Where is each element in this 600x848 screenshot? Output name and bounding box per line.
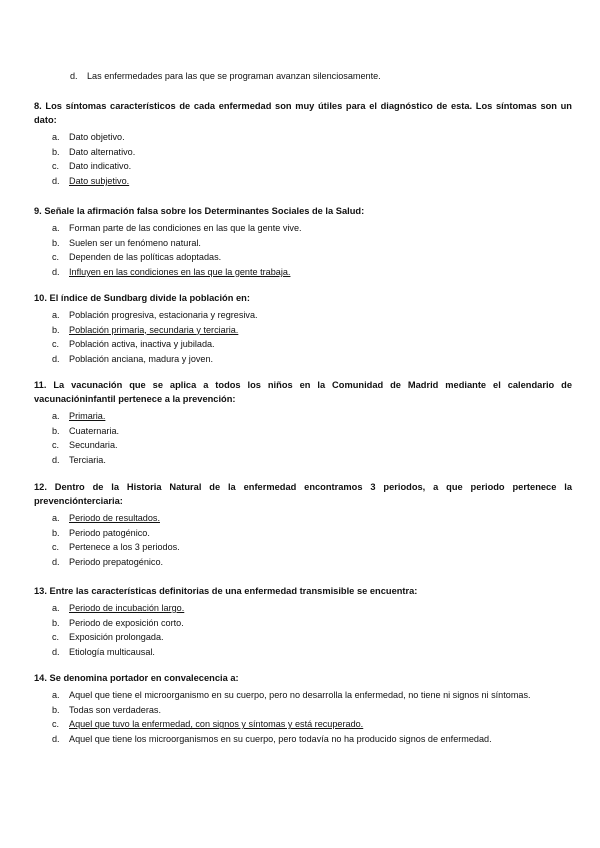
option-letter: d. [52, 266, 60, 277]
option-text: Dependen de las políticas adoptadas. [69, 252, 222, 263]
question-text: 9. Señale la afirmación falsa sobre los Determinantes Sociales de la Salud: [34, 206, 365, 216]
question-11 [34, 378, 572, 467]
option-letter: d. [52, 175, 60, 186]
option-text: Periodo patogénico. [69, 527, 150, 538]
option-letter: c. [52, 339, 60, 350]
option-b [34, 323, 572, 338]
carryover-option [52, 69, 600, 84]
option-letter: a. [52, 513, 60, 523]
question-9 [34, 204, 572, 279]
question-text: 12. Dentro de la Historia Natural de la enfermedad encontramos 3 periodos, a que periodo pertenece la prevenciónterciaria: [34, 482, 572, 506]
option-b [34, 703, 572, 718]
option-a [34, 511, 572, 526]
option-list [34, 409, 572, 467]
option-text: Aquel que tuvo la enfermedad, con signos y síntomas y está recuperado. [69, 719, 364, 730]
option-b [34, 145, 572, 160]
option-text: Secundaria. [69, 440, 118, 451]
option-letter: d. [52, 353, 60, 364]
option-text: Suelen ser un fenómeno natural. [69, 237, 201, 248]
option-letter: d. [52, 646, 60, 657]
option-letter: b. [52, 704, 60, 715]
option-d [34, 555, 572, 570]
option-a [34, 221, 572, 236]
option-letter: c. [52, 161, 60, 172]
option-d [34, 174, 572, 189]
option-text: Aquel que tiene el microorganismo en su cuerpo, pero no desarrolla la enfermedad, no tiene ni signos ni síntomas. [69, 690, 531, 700]
option-letter: b. [52, 324, 60, 335]
option-d [34, 352, 572, 367]
option-text: Dato alternativo. [69, 146, 136, 157]
option-text: Influyen en las condiciones en las que la gente trabaja. [69, 266, 291, 277]
option-c [34, 540, 572, 555]
option-list [34, 130, 572, 188]
question-10 [34, 291, 572, 366]
option-letter: a. [52, 690, 60, 700]
option-b [34, 236, 572, 251]
option-a [34, 130, 572, 145]
option-text: Dato objetivo. [69, 132, 125, 142]
option-text: Población activa, inactiva y jubilada. [69, 339, 215, 350]
option-letter: a. [52, 310, 60, 320]
option-b [34, 424, 572, 439]
option-text: Exposición prolongada. [69, 632, 164, 643]
option-text: Primaria. [69, 411, 106, 421]
option-letter: a. [52, 132, 60, 142]
option-d [34, 732, 572, 747]
option-text: Cuaternaria. [69, 425, 120, 436]
option-letter: a. [52, 603, 60, 613]
option-letter: b. [52, 617, 60, 628]
option-list [34, 221, 572, 279]
option-text: Pertenece a los 3 periodos. [69, 542, 180, 553]
option-b [34, 526, 572, 541]
question-text: 10. El índice de Sundbarg divide la población en: [34, 293, 250, 303]
option-list [34, 511, 572, 569]
option-list [34, 601, 572, 659]
option-letter: c. [52, 719, 60, 730]
option-letter: b. [52, 146, 60, 157]
option-c [34, 438, 572, 453]
option-d [34, 645, 572, 660]
option-text: Todas son verdaderas. [69, 704, 162, 715]
option-letter: c. [52, 632, 60, 643]
option-d [34, 265, 572, 280]
option-letter: d. [52, 454, 60, 465]
question-text: 11. La vacunación que se aplica a todos los niños en la Comunidad de Madrid mediante el calendario de vacunacióninfantil pertenece a la prevención: [34, 380, 572, 404]
option-c [34, 337, 572, 352]
option-text: Dato indicativo. [69, 161, 132, 172]
question-text: 14. Se denomina portador en convalecencia a: [34, 673, 239, 683]
option-letter: d. [52, 556, 60, 567]
option-c [34, 717, 572, 732]
option-letter: b. [52, 237, 60, 248]
question-text: 13. Entre las características definitorias de una enfermedad transmisible se encuentra: [34, 586, 418, 596]
option-letter: a. [52, 223, 60, 233]
option-text: Terciaria. [69, 454, 106, 465]
option-letter: b. [52, 425, 60, 436]
option-text: Dato subjetivo. [69, 175, 130, 186]
option-c [34, 250, 572, 265]
option-text: Periodo de exposición corto. [69, 617, 184, 628]
option-letter: a. [52, 411, 60, 421]
question-8 [34, 99, 572, 188]
option-c [34, 630, 572, 645]
option-letter: d. [52, 733, 60, 744]
option-text: Población progresiva, estacionaria y regresiva. [69, 310, 258, 320]
option-letter: c. [52, 440, 60, 451]
option-text: Etiología multicausal. [69, 646, 155, 657]
option-text: Periodo de resultados. [69, 513, 160, 523]
question-14 [34, 671, 572, 746]
option-list [34, 308, 572, 366]
option-letter: d. [70, 71, 78, 81]
option-a [34, 688, 572, 703]
option-a [34, 308, 572, 323]
option-text: Población anciana, madura y joven. [69, 353, 214, 364]
question-text: 8. Los síntomas característicos de cada enfermedad son muy útiles para el diagnóstico de esta. Los síntomas son un dato: [34, 101, 572, 125]
option-letter: c. [52, 542, 60, 553]
option-a [34, 601, 572, 616]
option-text: Periodo de incubación largo. [69, 603, 185, 613]
option-a [34, 409, 572, 424]
question-13 [34, 584, 572, 659]
option-b [34, 616, 572, 631]
option-text: Las enfermedades para las que se programan avanzan silenciosamente. [87, 71, 381, 81]
option-list [34, 688, 572, 746]
option-d [34, 453, 572, 468]
question-12 [34, 480, 572, 569]
option-text: Periodo prepatogénico. [69, 556, 164, 567]
option-letter: c. [52, 252, 60, 263]
option-text: Población primaria, secundaria y terciaria. [69, 324, 239, 335]
option-text: Forman parte de las condiciones en las que la gente vive. [69, 223, 302, 233]
option-letter: b. [52, 527, 60, 538]
option-c [34, 159, 572, 174]
option-text: Aquel que tiene los microorganismos en su cuerpo, pero todavía no ha producido signos de enfermedad. [69, 733, 492, 744]
